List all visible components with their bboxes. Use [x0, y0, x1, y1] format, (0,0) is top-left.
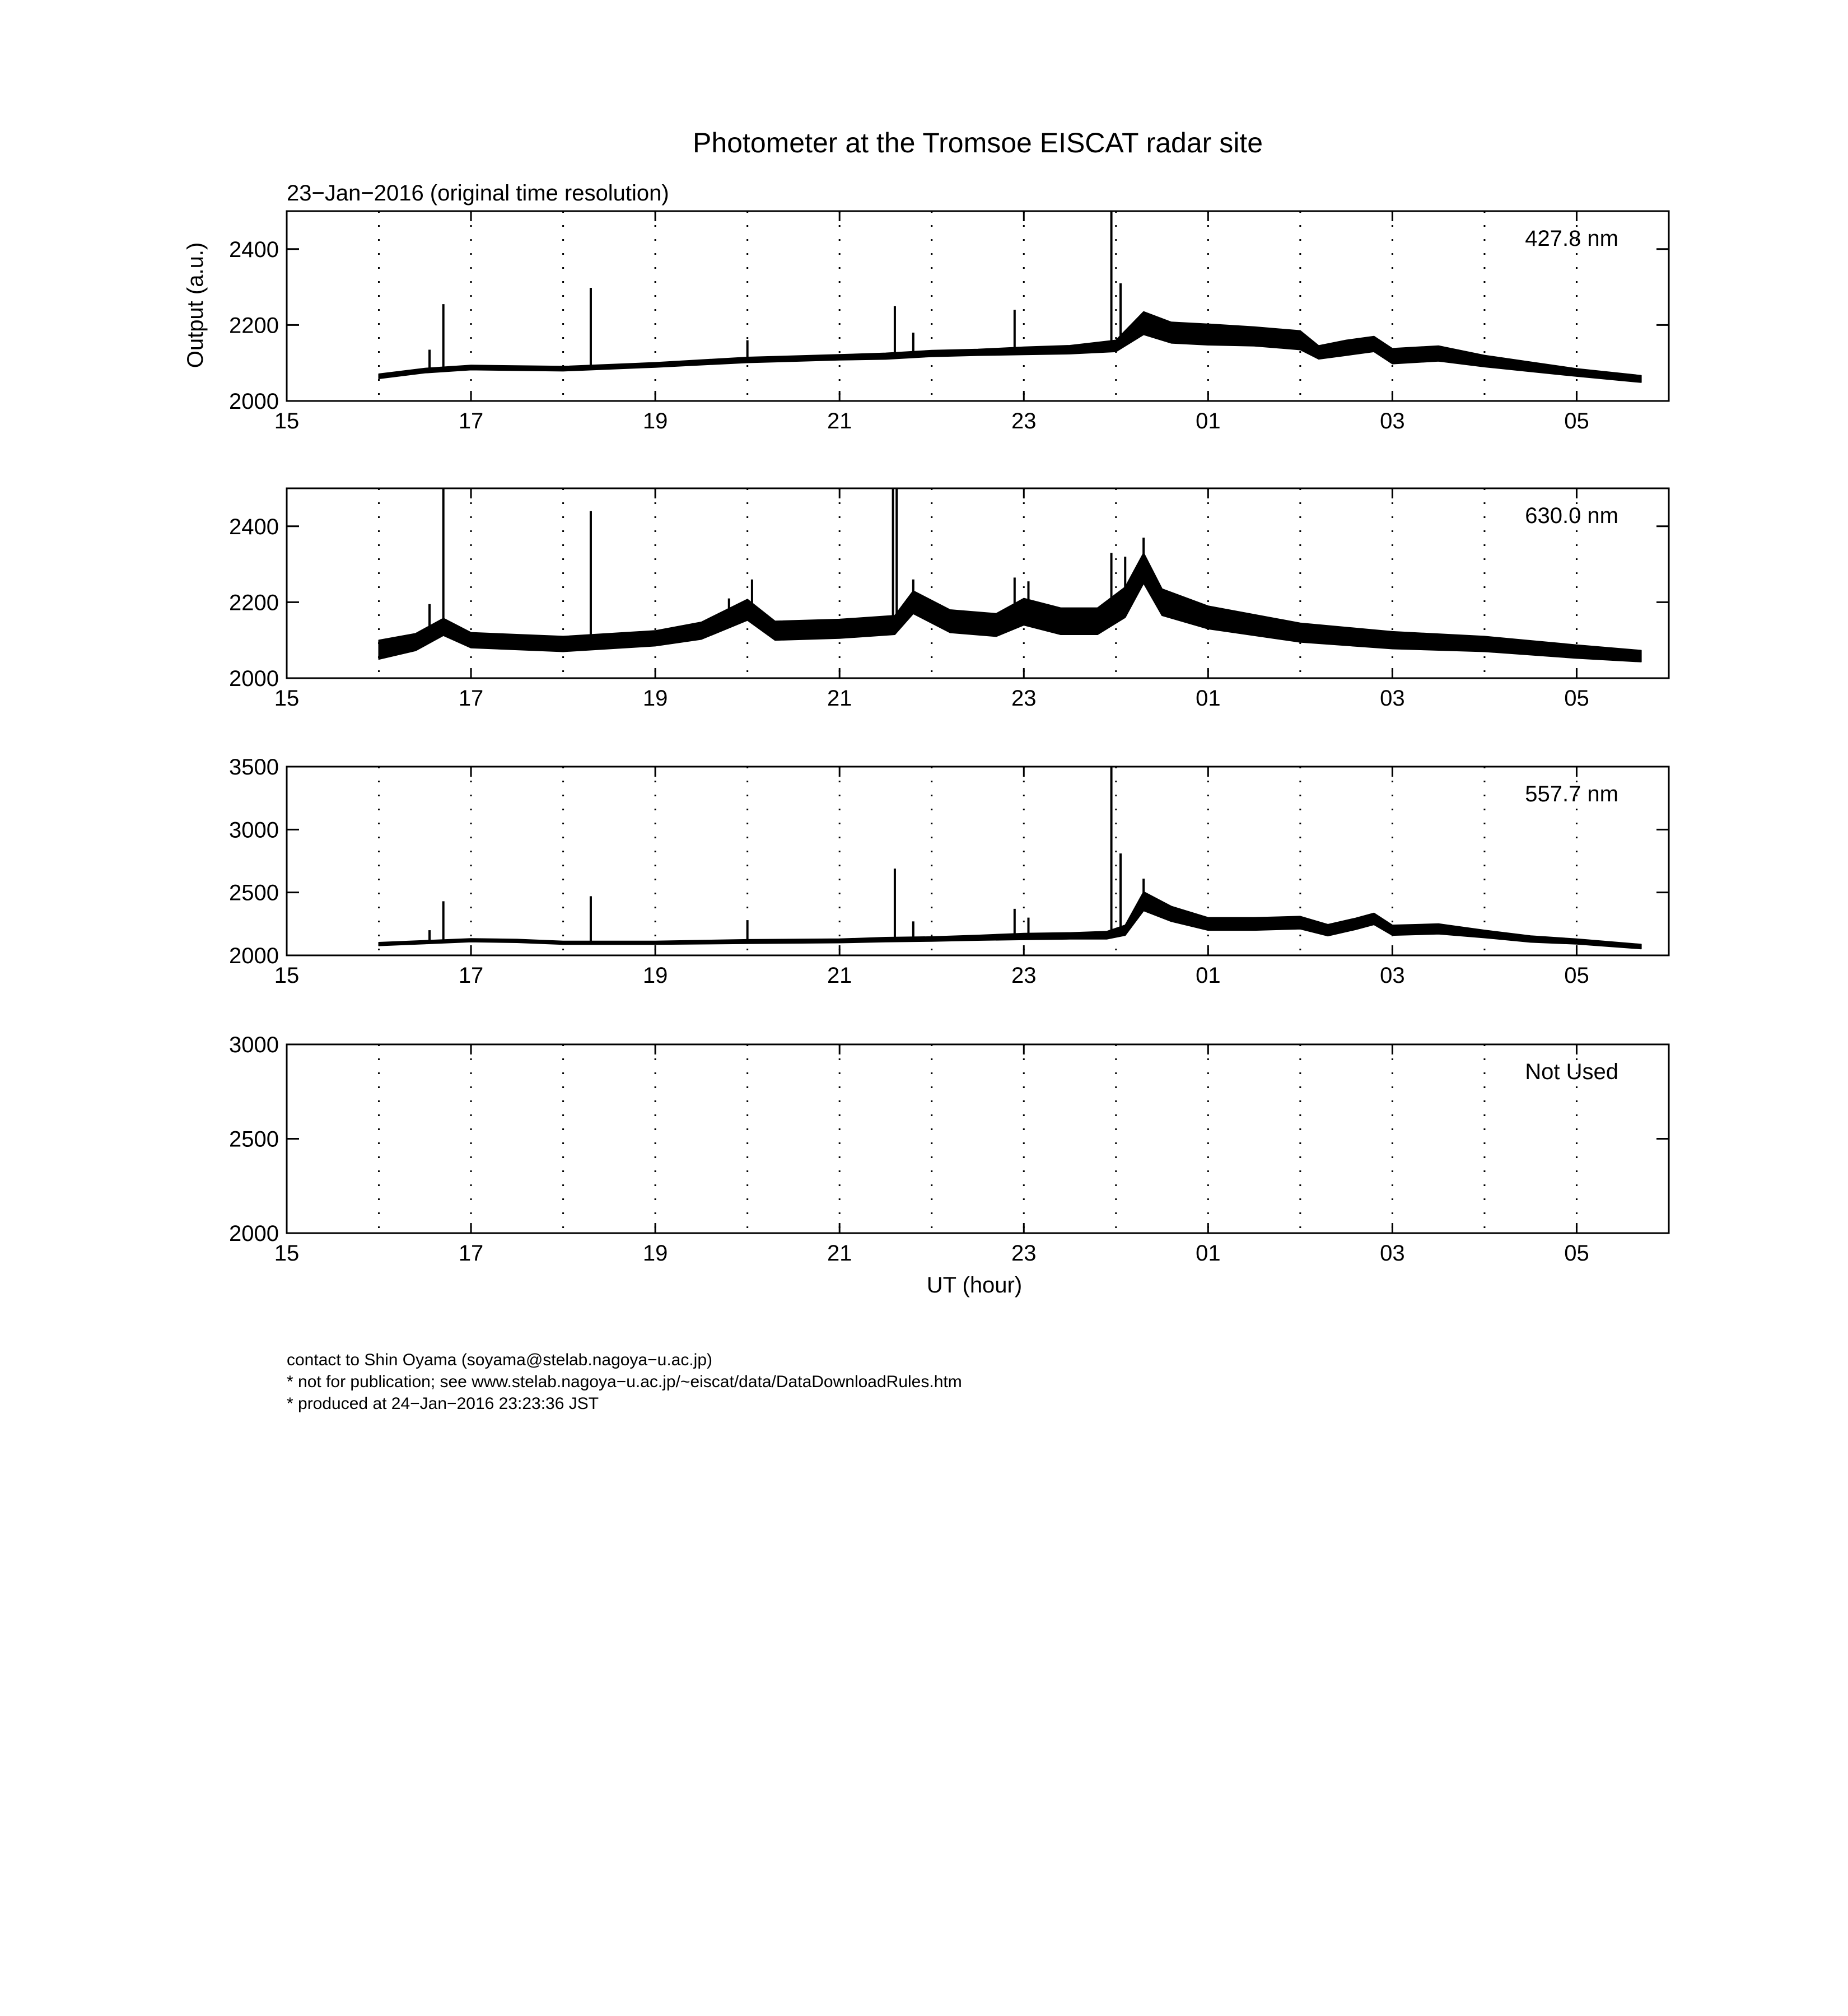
x-tick-label: 01: [1196, 1241, 1221, 1266]
x-tick-label: 17: [458, 686, 484, 711]
x-tick-label: 05: [1564, 1241, 1589, 1266]
y-tick-label: 2400: [229, 514, 279, 539]
x-tick-label: 15: [274, 1241, 300, 1266]
x-axis-label: UT (hour): [926, 1273, 1023, 1298]
panel-2: [229, 755, 1669, 988]
x-tick-label: 23: [1011, 1241, 1037, 1266]
y-tick-label: 3000: [229, 1033, 279, 1057]
footer-produced: * produced at 24−Jan−2016 23:23:36 JST: [287, 1394, 599, 1413]
y-tick-label: 2500: [229, 1127, 279, 1152]
y-tick-label: 2000: [229, 944, 279, 968]
x-tick-label: 19: [642, 409, 668, 433]
signal-band: [379, 312, 1641, 382]
y-tick-label: 3000: [229, 818, 279, 843]
x-tick-label: 01: [1196, 686, 1221, 711]
x-tick-label: 21: [827, 409, 852, 433]
x-tick-label: 05: [1564, 963, 1589, 988]
x-tick-label: 03: [1380, 1241, 1405, 1266]
x-tick-label: 17: [458, 409, 484, 433]
signal-band: [379, 892, 1641, 949]
x-tick-label: 03: [1380, 409, 1405, 433]
x-tick-label: 03: [1380, 686, 1405, 711]
y-tick-label: 2500: [229, 880, 279, 906]
wavelength-label: Not Used: [1525, 1060, 1618, 1084]
x-tick-label: 05: [1564, 409, 1589, 433]
panel-0: [229, 211, 1669, 433]
x-tick-label: 15: [274, 686, 300, 711]
x-tick-label: 23: [1011, 686, 1037, 711]
signal-band: [379, 553, 1641, 662]
x-tick-label: 17: [458, 963, 484, 988]
y-tick-label: 2000: [229, 389, 279, 414]
x-tick-label: 01: [1196, 409, 1221, 433]
x-tick-label: 15: [274, 409, 300, 433]
panel-1: [229, 488, 1669, 711]
x-tick-label: 19: [642, 686, 668, 711]
x-tick-label: 19: [642, 963, 668, 988]
wavelength-label: 427.8 nm: [1525, 226, 1618, 251]
footer-contact: contact to Shin Oyama (soyama@stelab.nagoya−u.ac.jp): [287, 1351, 713, 1369]
y-tick-label: 2400: [229, 237, 279, 262]
figure-title: Photometer at the Tromsoe EISCAT radar site: [692, 127, 1263, 158]
axes-frame: [287, 1044, 1669, 1233]
axes-frame: [287, 211, 1669, 401]
series-data: [379, 211, 1641, 382]
x-tick-label: 21: [827, 1241, 852, 1266]
series-data: [379, 488, 1641, 662]
x-tick-label: 05: [1564, 686, 1589, 711]
x-tick-label: 19: [642, 1241, 668, 1266]
x-tick-label: 15: [274, 963, 300, 988]
y-tick-label: 3500: [229, 755, 279, 780]
x-tick-label: 21: [827, 686, 852, 711]
x-tick-label: 03: [1380, 963, 1405, 988]
y-tick-label: 2200: [229, 590, 279, 615]
figure-subtitle: 23−Jan−2016 (original time resolution): [287, 181, 669, 206]
x-tick-label: 01: [1196, 963, 1221, 988]
x-tick-label: 17: [458, 1241, 484, 1266]
wavelength-label: 557.7 nm: [1525, 782, 1618, 806]
y-tick-label: 2000: [229, 666, 279, 691]
x-tick-label: 21: [827, 963, 852, 988]
panels: [229, 211, 1669, 1266]
x-tick-label: 23: [1011, 963, 1037, 988]
y-tick-label: 2200: [229, 313, 279, 338]
wavelength-label: 630.0 nm: [1525, 503, 1618, 528]
x-tick-label: 23: [1011, 409, 1037, 433]
series-data: [379, 767, 1641, 949]
footer-notice: * not for publication; see www.stelab.nagoya−u.ac.jp/~eiscat/data/DataDownloadRules.htm: [287, 1373, 962, 1391]
y-tick-label: 2000: [229, 1221, 279, 1246]
y-axis-label: Output (a.u.): [183, 242, 208, 368]
panel-3: [229, 1033, 1669, 1266]
